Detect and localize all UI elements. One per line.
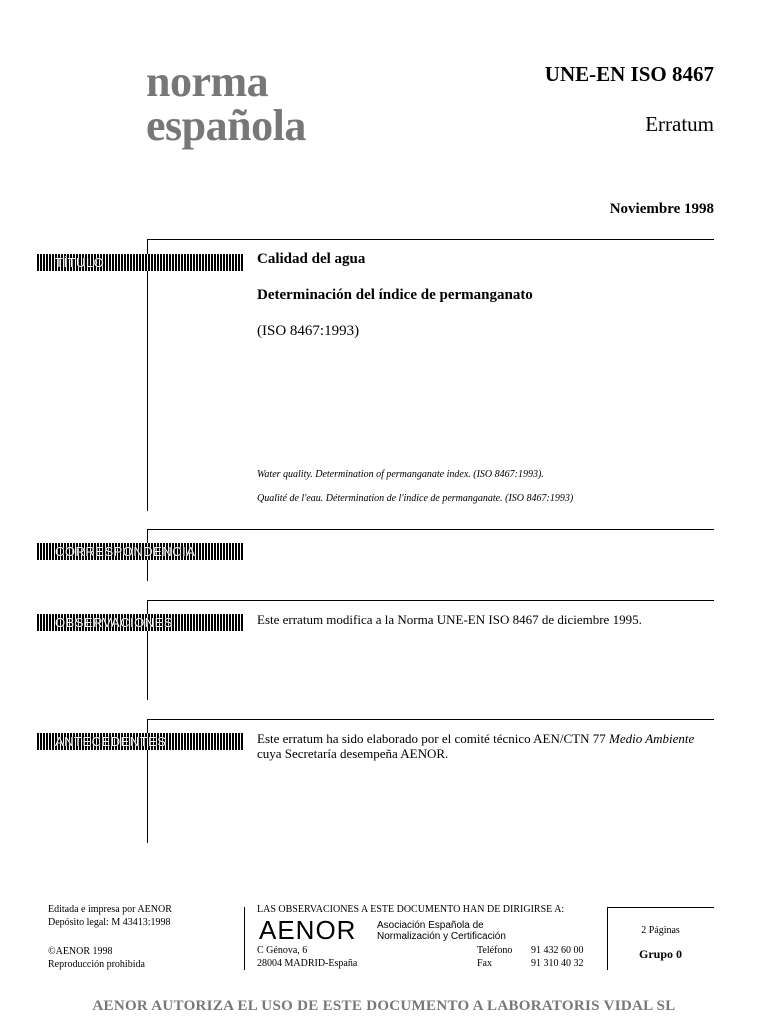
price-group: Grupo 0: [638, 947, 682, 961]
aenor-logo: AENOR: [259, 915, 357, 945]
address: [257, 944, 357, 970]
section-vertical-rule: [147, 239, 148, 511]
section-divider: [147, 719, 714, 720]
section-divider: [147, 600, 714, 601]
page-count: 2 Páginas: [641, 925, 680, 936]
association-line-2: Normalización y Certificación: [377, 931, 506, 942]
section-label-text: OBSERVACIONES: [55, 615, 173, 630]
section-label-titulo: [37, 254, 243, 271]
contact-labels: [477, 944, 512, 970]
section-label-text: ANTECEDENTES: [55, 734, 167, 749]
section-label-correspondencia: [37, 543, 243, 560]
footer-copyright: [48, 945, 145, 971]
standard-code: UNE-EN ISO 8467: [544, 62, 714, 86]
section-divider: [147, 529, 714, 530]
publication-date: Noviembre 1998: [609, 201, 714, 217]
title-french: Qualité de l'eau. Détermination de l'indice de permanganate. (ISO 8467:1993): [257, 493, 574, 504]
phone-label: Teléfono: [477, 945, 513, 956]
antecedentes-text-b: cuya Secretaría desempeña AENOR.: [257, 746, 449, 761]
association-line-1: Asociación Española de: [377, 920, 484, 931]
section-divider: [147, 239, 714, 240]
title-english: Water quality. Determination of permanganate index. (ISO 8467:1993).: [257, 469, 544, 480]
footer-publisher: [48, 903, 172, 929]
section-label-antecedentes: [37, 733, 243, 750]
antecedentes-text: [257, 731, 717, 761]
antecedentes-text-a: Este erratum ha sido elaborado por el comité técnico AEN/CTN 77: [257, 731, 609, 746]
phone-value: 91 432 60 00: [531, 945, 584, 956]
reproduction-notice: Reproducción prohibida: [48, 959, 145, 970]
antecedentes-committee: Medio Ambiente: [608, 731, 695, 746]
association-name: [377, 920, 506, 942]
authorization-notice: AENOR AUTORIZA EL USO DE ESTE DOCUMENTO A LABORATORIS VIDAL SL: [92, 998, 676, 1014]
brand-wordmark: [146, 57, 306, 150]
observaciones-text: Este erratum modifica a la Norma UNE-EN ISO 8467 de diciembre 1995.: [257, 612, 642, 627]
brand-line-1: norma: [146, 57, 269, 106]
title-main: Calidad del agua: [257, 251, 366, 267]
contact-values: [531, 944, 584, 970]
edited-by: Editada e impresa por AENOR: [48, 904, 172, 915]
address-line-2: 28004 MADRID-España: [257, 958, 358, 969]
observations-heading: LAS OBSERVACIONES A ESTE DOCUMENTO HAN DE DIRIGIRSE A:: [257, 904, 565, 915]
section-label-text: CORRESPONDENCIA: [55, 544, 196, 559]
copyright: ©AENOR 1998: [48, 946, 113, 957]
fax-value: 91 310 40 32: [531, 958, 584, 969]
address-line-1: C Génova, 6: [257, 945, 308, 956]
page-box-top-rule: [607, 907, 714, 908]
footer-divider: [244, 907, 245, 970]
brand-line-2: española: [146, 101, 306, 150]
legal-deposit: Depósito legal: M 43413:1998: [48, 917, 171, 928]
section-label-observaciones: [37, 614, 243, 631]
section-label-text: TÍTULO: [55, 255, 105, 270]
fax-label: Fax: [477, 958, 492, 969]
title-sub: Determinación del índice de permanganato: [257, 287, 533, 303]
title-reference: (ISO 8467:1993): [257, 323, 360, 339]
document-type: Erratum: [645, 112, 714, 136]
